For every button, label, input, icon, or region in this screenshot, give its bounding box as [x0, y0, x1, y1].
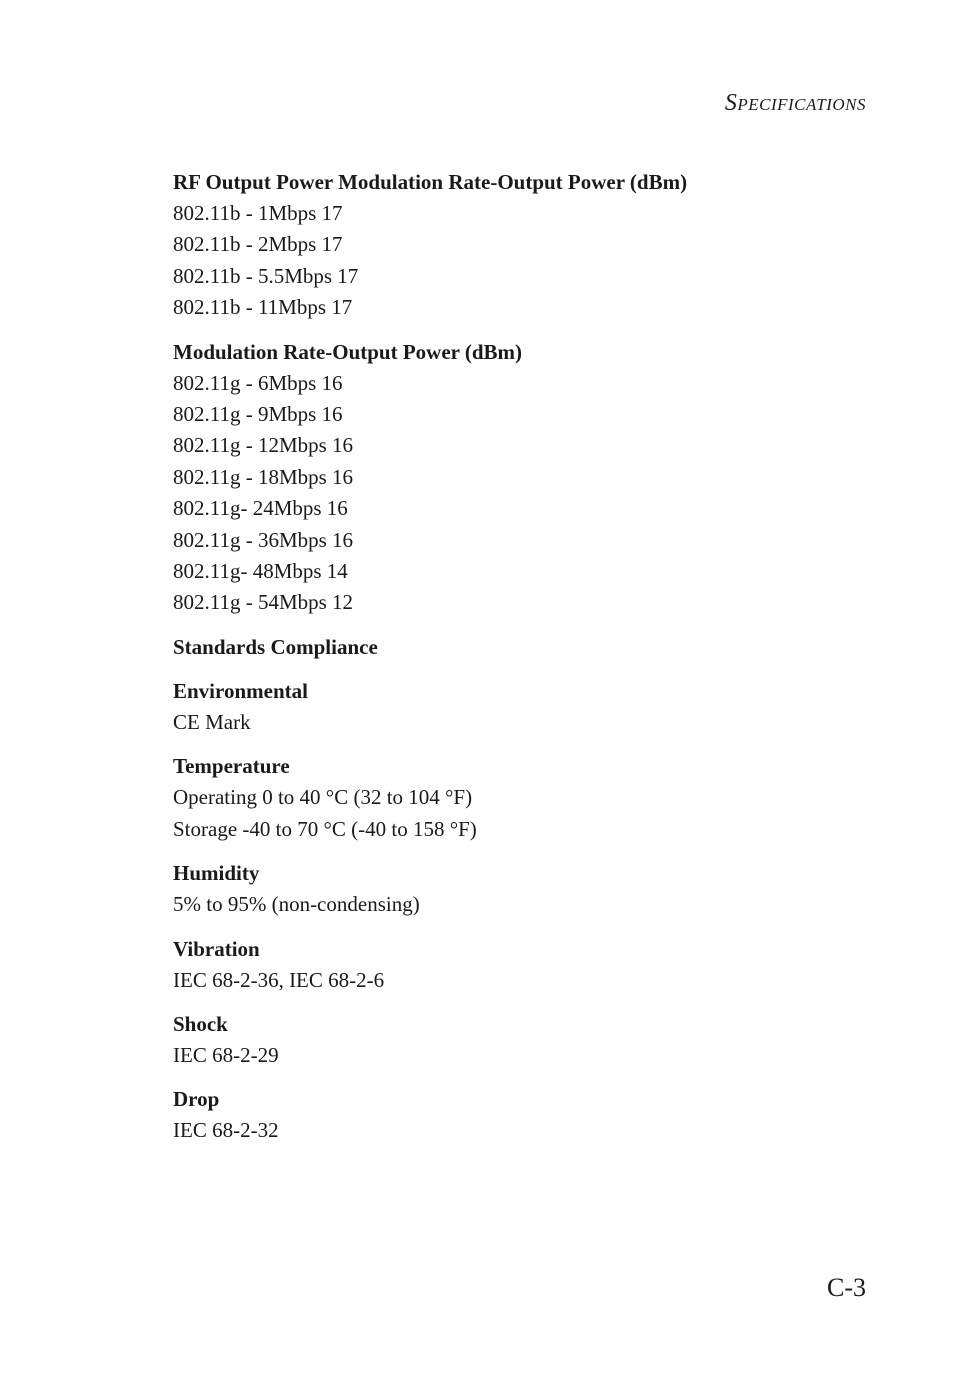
spec-line: 802.11b - 1Mbps 17 — [173, 201, 343, 225]
page-number: C-3 — [827, 1273, 866, 1302]
spec-line: 802.11b - 2Mbps 17 — [173, 232, 343, 257]
spec-line: 802.11g - 54Mbps 12 — [173, 590, 354, 615]
section-heading: Temperature — [173, 754, 290, 779]
section-heading: Environmental — [173, 678, 308, 703]
spec-line: 802.11g- 48Mbps 14 — [173, 559, 348, 584]
spec-line: 802.11g - 9Mbps 16 — [173, 402, 343, 427]
spec-section-rf-output-power — [173, 167, 873, 324]
section-heading: Vibration — [173, 936, 260, 961]
running-header-initial: S — [724, 90, 738, 116]
spec-line: 802.11b - 5.5Mbps 17 — [173, 263, 359, 288]
section-heading: Shock — [173, 1011, 228, 1036]
section-heading: Drop — [173, 1087, 220, 1112]
section-heading: Modulation Rate-Output Power (dBm) — [173, 339, 523, 364]
spec-line: 802.11g - 36Mbps 16 — [173, 527, 354, 552]
spec-line: CE Mark — [173, 709, 251, 734]
spec-section-environmental — [173, 676, 873, 738]
spec-line: 802.11g - 12Mbps 16 — [173, 433, 354, 458]
spec-section-standards-compliance — [173, 632, 873, 663]
spec-line: IEC 68-2-36, IEC 68-2-6 — [173, 967, 385, 992]
spec-line: 802.11b - 11Mbps 17 — [173, 295, 353, 320]
section-heading: Standards Compliance — [173, 634, 378, 659]
spec-section-drop — [173, 1084, 873, 1146]
section-heading: Humidity — [173, 861, 260, 886]
spec-section-temperature — [173, 751, 873, 845]
spec-line: 5% to 95% (non-condensing) — [173, 892, 420, 917]
spec-section-humidity — [173, 858, 873, 920]
spec-line: Operating 0 to 40 °C (32 to 104 °F) — [173, 785, 473, 810]
spec-line: 802.11g - 6Mbps 16 — [173, 370, 343, 395]
spec-line: IEC 68-2-29 — [173, 1042, 279, 1067]
specifications-content — [173, 167, 873, 1160]
spec-line: Storage -40 to 70 °C (-40 to 158 °F) — [173, 816, 477, 841]
spec-section-shock — [173, 1009, 873, 1071]
spec-section-vibration — [173, 934, 873, 996]
spec-line: 802.11g- 24Mbps 16 — [173, 496, 348, 521]
spec-section-modulation-rate — [173, 337, 873, 619]
spec-line: IEC 68-2-32 — [173, 1118, 279, 1143]
running-header-rest: PECIFICATIONS — [737, 95, 866, 114]
spec-line: 802.11g - 18Mbps 16 — [173, 464, 354, 489]
running-header — [725, 90, 866, 117]
section-heading: RF Output Power Modulation Rate-Output Power (dBm) — [173, 170, 688, 194]
